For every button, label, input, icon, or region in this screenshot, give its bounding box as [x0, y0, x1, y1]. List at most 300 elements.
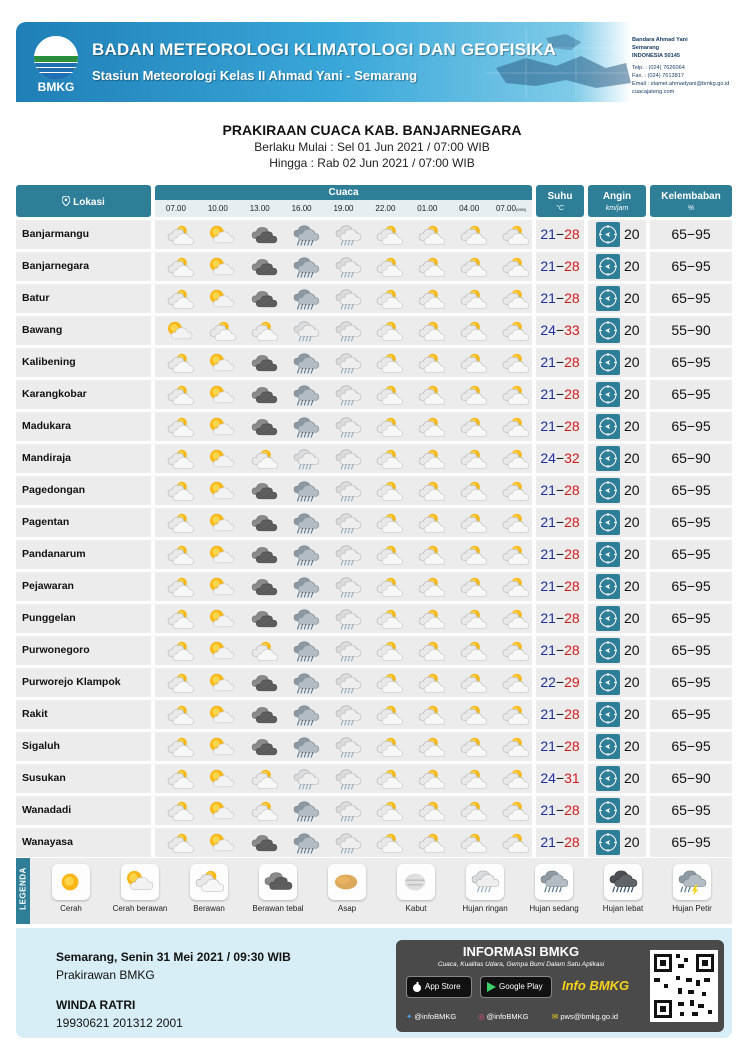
app-store-badge[interactable]	[406, 976, 472, 998]
berawan-icon	[155, 604, 197, 633]
temperature-range: 21−28	[536, 540, 584, 569]
berawan-icon	[239, 796, 281, 825]
hujan-ringan-icon	[466, 864, 504, 900]
temp-min: 24	[540, 322, 556, 338]
berawan-icon	[197, 316, 239, 345]
berawan-icon	[406, 732, 448, 761]
wind-direction-icon	[596, 638, 620, 663]
berawan-icon	[406, 604, 448, 633]
wind-direction-icon	[596, 734, 620, 759]
table-row	[16, 796, 732, 825]
header-kelembaban	[650, 185, 732, 217]
wind-speed: 20	[624, 610, 640, 626]
humidity-range: 65−95	[650, 508, 732, 537]
wind-direction-icon	[596, 542, 620, 567]
temp-min: 22	[540, 674, 556, 690]
hour-label: 13.00	[249, 204, 270, 213]
humidity-range: 65−95	[650, 636, 732, 665]
berawan-tebal-icon	[239, 508, 281, 537]
wind-speed: 20	[624, 674, 640, 690]
berawan-tebal-icon	[239, 412, 281, 441]
legend-item-cerah-berawan	[105, 864, 175, 913]
contact-email: Email : stamet.ahmadyani@bmkg.go.id	[632, 81, 730, 87]
asap-icon	[328, 864, 366, 900]
hujan-petir-icon	[673, 864, 711, 900]
temp-max: 28	[564, 482, 580, 498]
temperature-range: 21−28	[536, 284, 584, 313]
berawan-tebal-icon	[239, 828, 281, 857]
berawan-icon	[490, 636, 532, 665]
hujan-ringan-icon	[323, 700, 365, 729]
wind-speed: 20	[624, 226, 640, 242]
hour-label: 22.00	[375, 204, 396, 213]
cerah-berawan-icon	[197, 828, 239, 857]
legend	[16, 858, 732, 924]
play-icon	[485, 981, 497, 993]
temperature-range: 24−31	[536, 764, 584, 793]
berawan-tebal-icon	[239, 252, 281, 281]
cerah-berawan-icon	[197, 508, 239, 537]
temperature-range: 24−32	[536, 444, 584, 473]
hujan-ringan-icon	[323, 668, 365, 697]
twitter-handle[interactable]: ✦ @infoBMKG	[406, 1012, 457, 1021]
hujan-sedang-icon	[281, 508, 323, 537]
legend-label: Asap	[337, 904, 357, 913]
berawan-icon	[406, 764, 448, 793]
legend-item-hujan-sedang	[519, 864, 589, 913]
temperature-range: 21−28	[536, 508, 584, 537]
contact-line: Bandara Ahmad Yani	[632, 37, 688, 43]
info-bmkg-box	[396, 940, 724, 1032]
berawan-icon	[490, 444, 532, 473]
temperature-range: 21−28	[536, 796, 584, 825]
humidity-range: 65−95	[650, 540, 732, 569]
berawan-icon	[448, 508, 490, 537]
weather-cells	[155, 540, 532, 569]
wind-speed: 20	[624, 546, 640, 562]
berawan-icon	[490, 252, 532, 281]
berawan-icon	[448, 444, 490, 473]
wind-speed: 20	[624, 738, 640, 754]
wind-cell	[588, 284, 646, 313]
weather-cells	[155, 572, 532, 601]
temperature-range: 21−28	[536, 380, 584, 409]
berawan-icon	[448, 476, 490, 505]
instagram-handle[interactable]: ◎ @infoBMKG	[478, 1012, 529, 1021]
hujan-ringan-icon	[323, 828, 365, 857]
berawan-icon	[490, 604, 532, 633]
berawan-icon	[239, 636, 281, 665]
berawan-tebal-icon	[259, 864, 297, 900]
header-banner	[16, 22, 732, 102]
berawan-icon	[448, 284, 490, 313]
wind-cell	[588, 220, 646, 249]
location-name: Punggelan	[16, 604, 151, 633]
legend-item-berawan-tebal	[243, 864, 313, 913]
wind-speed: 20	[624, 418, 640, 434]
location-name: Batur	[16, 284, 151, 313]
hour-label: 07.00(WIB)	[495, 204, 527, 213]
humidity-range: 65−95	[650, 348, 732, 377]
berawan-icon	[155, 412, 197, 441]
berawan-icon	[155, 572, 197, 601]
wind-cell	[588, 732, 646, 761]
hour-label: 04.00	[459, 204, 480, 213]
hour-label: 01.00	[417, 204, 438, 213]
temp-min: 24	[540, 770, 556, 786]
berawan-icon	[490, 348, 532, 377]
berawan-icon	[406, 572, 448, 601]
wind-cell	[588, 700, 646, 729]
legend-tab	[16, 858, 30, 924]
cerah-berawan-icon	[197, 668, 239, 697]
humidity-range: 65−95	[650, 476, 732, 505]
weather-cells	[155, 412, 532, 441]
legend-label: Hujan ringan	[462, 904, 508, 913]
berawan-icon	[490, 572, 532, 601]
hujan-sedang-icon	[281, 796, 323, 825]
berawan-icon	[448, 220, 490, 249]
berawan-icon	[155, 796, 197, 825]
hour-label: 16.00	[291, 204, 312, 213]
weather-cells	[155, 380, 532, 409]
table-row	[16, 636, 732, 665]
legend-title: LEGENDA	[18, 867, 28, 910]
berawan-icon	[490, 508, 532, 537]
weather-cells	[155, 604, 532, 633]
location-name: Pagentan	[16, 508, 151, 537]
wind-speed: 20	[624, 770, 640, 786]
wind-cell	[588, 316, 646, 345]
temp-max: 28	[564, 226, 580, 242]
berawan-icon	[155, 700, 197, 729]
cerah-berawan-icon	[155, 316, 197, 345]
hujan-ringan-icon	[323, 380, 365, 409]
table-row	[16, 220, 732, 249]
wind-cell	[588, 348, 646, 377]
hujan-lebat-icon	[604, 864, 642, 900]
berawan-tebal-icon	[239, 668, 281, 697]
table-row	[16, 604, 732, 633]
berawan-icon	[155, 476, 197, 505]
location-pin-icon	[62, 196, 70, 206]
table-row	[16, 348, 732, 377]
weather-cells	[155, 636, 532, 665]
info-bmkg-app[interactable]: Info BMKG	[562, 978, 630, 993]
wind-cell	[588, 764, 646, 793]
berawan-icon	[406, 508, 448, 537]
berawan-icon	[490, 220, 532, 249]
wind-direction-icon	[596, 478, 620, 503]
hujan-ringan-icon	[323, 476, 365, 505]
table-row	[16, 508, 732, 537]
location-name: Mandiraja	[16, 444, 151, 473]
berawan-tebal-icon	[239, 700, 281, 729]
temperature-range: 21−28	[536, 700, 584, 729]
temp-min: 21	[540, 354, 556, 370]
location-name: Sigaluh	[16, 732, 151, 761]
hujan-ringan-icon	[323, 252, 365, 281]
legend-label: Hujan Petir	[672, 904, 712, 913]
wind-direction-icon	[596, 766, 620, 791]
valid-to: Hingga : Rab 02 Jun 2021 / 07:00 WIB	[269, 156, 475, 170]
contact-info	[632, 36, 732, 96]
berawan-icon	[448, 412, 490, 441]
berawan-icon	[364, 828, 406, 857]
berawan-icon	[155, 764, 197, 793]
temp-min: 21	[540, 834, 556, 850]
location-name: Bawang	[16, 316, 151, 345]
humidity-range: 65−95	[650, 668, 732, 697]
hujan-ringan-icon	[281, 764, 323, 793]
berawan-icon	[406, 412, 448, 441]
legend-item-asap	[312, 864, 382, 913]
cerah-berawan-icon	[197, 572, 239, 601]
berawan-icon	[490, 380, 532, 409]
berawan-tebal-icon	[239, 540, 281, 569]
table-row	[16, 316, 732, 345]
hour-label: 19.00	[333, 204, 354, 213]
legend-label: Cerah berawan	[112, 904, 168, 913]
cerah-berawan-icon	[197, 732, 239, 761]
location-name: Susukan	[16, 764, 151, 793]
berawan-icon	[364, 604, 406, 633]
location-name: Banjarnegara	[16, 252, 151, 281]
berawan-icon	[448, 796, 490, 825]
humidity-range: 65−95	[650, 796, 732, 825]
berawan-icon	[155, 540, 197, 569]
hour-suffix: (WIB)	[515, 207, 527, 212]
location-name: Madukara	[16, 412, 151, 441]
hujan-sedang-icon	[281, 572, 323, 601]
weather-cells	[155, 252, 532, 281]
cerah-berawan-icon	[197, 476, 239, 505]
berawan-icon	[190, 864, 228, 900]
wind-speed: 20	[624, 802, 640, 818]
hujan-ringan-icon	[323, 572, 365, 601]
berawan-icon	[406, 380, 448, 409]
wind-speed: 20	[624, 578, 640, 594]
berawan-icon	[448, 572, 490, 601]
berawan-icon	[406, 444, 448, 473]
temp-max: 28	[564, 642, 580, 658]
angin-label: Angin	[602, 191, 632, 202]
logo-text: BMKG	[37, 80, 75, 94]
berawan-icon	[364, 220, 406, 249]
hujan-sedang-icon	[281, 732, 323, 761]
hours-row	[155, 200, 532, 217]
hujan-ringan-icon	[323, 764, 365, 793]
hour-label: 07.00	[165, 204, 186, 213]
table-row	[16, 252, 732, 281]
wind-speed: 20	[624, 482, 640, 498]
berawan-icon	[490, 316, 532, 345]
berawan-icon	[406, 668, 448, 697]
header-suhu	[536, 185, 584, 217]
table-row	[16, 412, 732, 441]
berawan-icon	[155, 380, 197, 409]
berawan-icon	[364, 732, 406, 761]
location-name: Wanadadi	[16, 796, 151, 825]
temperature-range: 21−28	[536, 636, 584, 665]
legend-item-kabut	[381, 864, 451, 913]
header-lokasi	[16, 185, 151, 217]
location-name: Karangkobar	[16, 380, 151, 409]
temp-min: 21	[540, 290, 556, 306]
wind-cell	[588, 380, 646, 409]
hujan-ringan-icon	[323, 636, 365, 665]
forecaster-nip: 19930621 201312 2001	[56, 1016, 183, 1030]
berawan-icon	[239, 764, 281, 793]
cerah-berawan-icon	[197, 252, 239, 281]
berawan-icon	[490, 284, 532, 313]
berawan-icon	[406, 700, 448, 729]
berawan-icon	[490, 668, 532, 697]
table-row	[16, 444, 732, 473]
table-row	[16, 828, 732, 857]
temp-min: 21	[540, 226, 556, 242]
contact-web: cuacajateng.com	[632, 89, 675, 95]
berawan-icon	[406, 316, 448, 345]
hujan-ringan-icon	[323, 284, 365, 313]
location-name: Pagedongan	[16, 476, 151, 505]
wind-cell	[588, 508, 646, 537]
berawan-icon	[490, 764, 532, 793]
weather-cells	[155, 284, 532, 313]
berawan-icon	[406, 540, 448, 569]
suhu-unit: °C	[556, 205, 564, 212]
table-row	[16, 380, 732, 409]
issue-date: Semarang, Senin 31 Mei 2021 / 09:30 WIB	[56, 950, 291, 964]
contact-line: Semarang	[632, 45, 660, 51]
temp-min: 21	[540, 802, 556, 818]
lokasi-label: Lokasi	[73, 197, 105, 208]
legend-label: Cerah	[60, 904, 82, 913]
cerah-berawan-icon	[197, 764, 239, 793]
hujan-sedang-icon	[281, 412, 323, 441]
cerah-berawan-icon	[121, 864, 159, 900]
wind-direction-icon	[596, 670, 620, 695]
apple-icon	[411, 981, 423, 993]
email-contact[interactable]: ✉ pws@bmkg.go.id	[552, 1012, 619, 1021]
wind-speed: 20	[624, 706, 640, 722]
location-name: Kalibening	[16, 348, 151, 377]
humidity-range: 65−95	[650, 412, 732, 441]
cerah-berawan-icon	[197, 604, 239, 633]
temp-max: 28	[564, 706, 580, 722]
hujan-sedang-icon	[281, 348, 323, 377]
berawan-tebal-icon	[239, 604, 281, 633]
weather-cells	[155, 764, 532, 793]
wind-direction-icon	[596, 510, 620, 535]
berawan-icon	[364, 476, 406, 505]
cerah-berawan-icon	[197, 700, 239, 729]
berawan-tebal-icon	[239, 572, 281, 601]
wind-cell	[588, 828, 646, 857]
wind-speed: 20	[624, 514, 640, 530]
qr-code	[650, 950, 718, 1022]
berawan-icon	[448, 764, 490, 793]
forecaster-name: WINDA RATRI	[56, 998, 136, 1012]
berawan-icon	[448, 828, 490, 857]
temp-min: 21	[540, 514, 556, 530]
berawan-icon	[364, 412, 406, 441]
cerah-berawan-icon	[197, 284, 239, 313]
berawan-icon	[406, 796, 448, 825]
wind-direction-icon	[596, 286, 620, 311]
location-name: Rakit	[16, 700, 151, 729]
location-name: Wanayasa	[16, 828, 151, 857]
berawan-icon	[406, 828, 448, 857]
forecaster-role: Prakirawan BMKG	[56, 968, 155, 982]
legend-item-hujan-ringan	[450, 864, 520, 913]
temperature-range: 21−28	[536, 220, 584, 249]
temp-max: 28	[564, 802, 580, 818]
table-row	[16, 732, 732, 761]
hujan-sedang-icon	[281, 604, 323, 633]
footer	[16, 928, 732, 1038]
info-title: INFORMASI BMKG	[462, 944, 580, 959]
temp-max: 28	[564, 578, 580, 594]
kelembaban-unit: %	[687, 205, 695, 212]
location-name: Purwonegoro	[16, 636, 151, 665]
hujan-sedang-icon	[281, 284, 323, 313]
weather-cells	[155, 796, 532, 825]
hujan-sedang-icon	[535, 864, 573, 900]
berawan-icon	[406, 220, 448, 249]
berawan-icon	[490, 540, 532, 569]
berawan-icon	[448, 636, 490, 665]
berawan-tebal-icon	[239, 476, 281, 505]
hujan-sedang-icon	[281, 828, 323, 857]
berawan-icon	[406, 284, 448, 313]
temp-min: 21	[540, 610, 556, 626]
table-row	[16, 668, 732, 697]
cerah-berawan-icon	[197, 540, 239, 569]
wind-cell	[588, 412, 646, 441]
temp-max: 28	[564, 546, 580, 562]
berawan-icon	[155, 636, 197, 665]
wind-speed: 20	[624, 290, 640, 306]
forecast-title-block	[0, 122, 744, 170]
berawan-icon	[364, 348, 406, 377]
wind-speed: 20	[624, 322, 640, 338]
wind-speed: 20	[624, 386, 640, 402]
wind-cell	[588, 796, 646, 825]
temp-max: 28	[564, 834, 580, 850]
wind-direction-icon	[596, 446, 620, 471]
hujan-ringan-icon	[323, 796, 365, 825]
temp-min: 21	[540, 418, 556, 434]
email-icon: ✉	[552, 1012, 559, 1021]
legend-label: Hujan sedang	[529, 904, 579, 913]
location-name: Purworejo Klampok	[16, 668, 151, 697]
location-name: Pandanarum	[16, 540, 151, 569]
berawan-icon	[364, 316, 406, 345]
berawan-icon	[155, 828, 197, 857]
table-row	[16, 540, 732, 569]
wind-cell	[588, 476, 646, 505]
berawan-icon	[364, 508, 406, 537]
temp-min: 24	[540, 450, 556, 466]
temperature-range: 21−28	[536, 604, 584, 633]
map-graphic	[486, 28, 636, 98]
berawan-icon	[155, 508, 197, 537]
berawan-tebal-icon	[239, 732, 281, 761]
hujan-sedang-icon	[281, 380, 323, 409]
berawan-icon	[448, 604, 490, 633]
google-play-badge[interactable]	[480, 976, 552, 998]
